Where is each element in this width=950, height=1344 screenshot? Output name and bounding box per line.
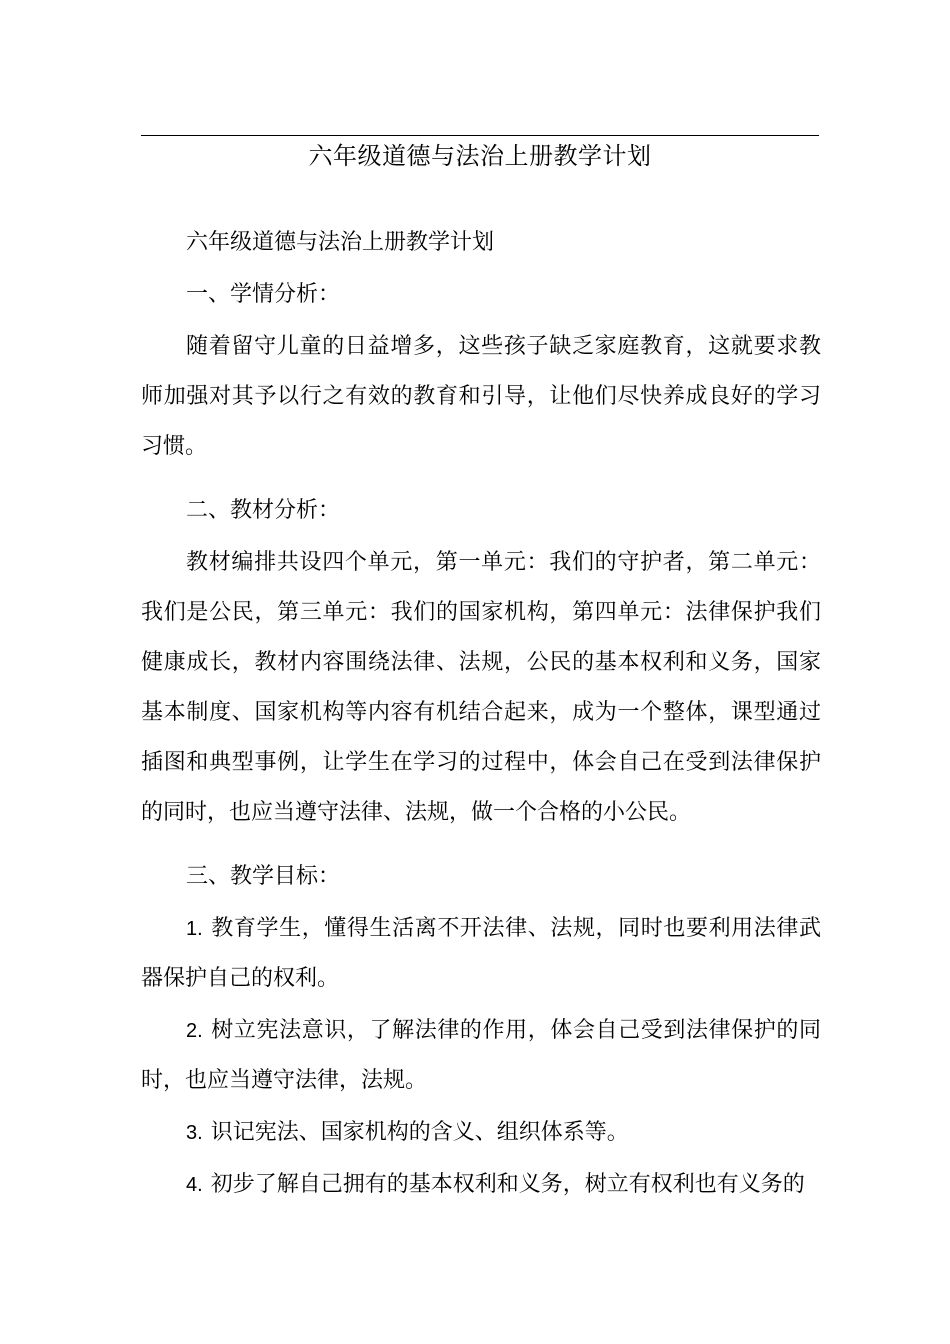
- student-analysis-paragraph: 随着留守儿童的日益增多，这些孩子缺乏家庭教育，这就要求教师加强对其予以行之有效的教育和引导，让他们尽快养成良好的学习习惯。: [141, 334, 821, 459]
- document-title: 六年级道德与法治上册教学计划: [308, 142, 652, 170]
- goal-item: [141, 1006, 821, 1106]
- document-body: [141, 218, 821, 1212]
- subtitle-paragraph: 六年级道德与法治上册教学计划: [186, 230, 495, 255]
- goal-item: [141, 1108, 821, 1158]
- goal-item: [141, 1160, 821, 1210]
- textbook-analysis-paragraph: 教材编排共设四个单元，第一单元：我们的守护者，第二单元：我们是公民，第三单元：我们的国家机构，第四单元：法律保护我们健康成长，教材内容围绕法律、法规，公民的基本权利和义务，国家基本制度、国家机构等内容有机结合起来，成为一个整体，课型通过插图和典型事例，让学生在学习的过程中，体会自己在受到法律保护的同时，也应当遵守法律、法规，做一个合格的小公民。: [141, 550, 821, 825]
- section-heading-teaching-goals: 三、教学目标：: [186, 864, 341, 889]
- goal-number: 3.: [186, 1122, 203, 1144]
- goal-text: 识记宪法、国家机构的含义、组织体系等。: [210, 1120, 629, 1145]
- goal-number: 4.: [186, 1174, 203, 1196]
- goal-number: 1.: [186, 918, 203, 940]
- section-heading-student-analysis: 一、学情分析：: [186, 282, 341, 307]
- goal-item: [141, 904, 821, 1004]
- header-rule: [141, 135, 819, 136]
- goal-text: 树立宪法意识，了解法律的作用，体会自己受到法律保护的同时，也应当遵守法律，法规。: [141, 1018, 821, 1093]
- section-heading-textbook-analysis: 二、教材分析：: [186, 498, 341, 523]
- goal-number: 2.: [186, 1020, 203, 1042]
- goal-text: 初步了解自己拥有的基本权利和义务，树立有权利也有义务的: [210, 1172, 805, 1197]
- goal-text: 教育学生，懂得生活离不开法律、法规，同时也要利用法律武器保护自己的权利。: [141, 916, 821, 991]
